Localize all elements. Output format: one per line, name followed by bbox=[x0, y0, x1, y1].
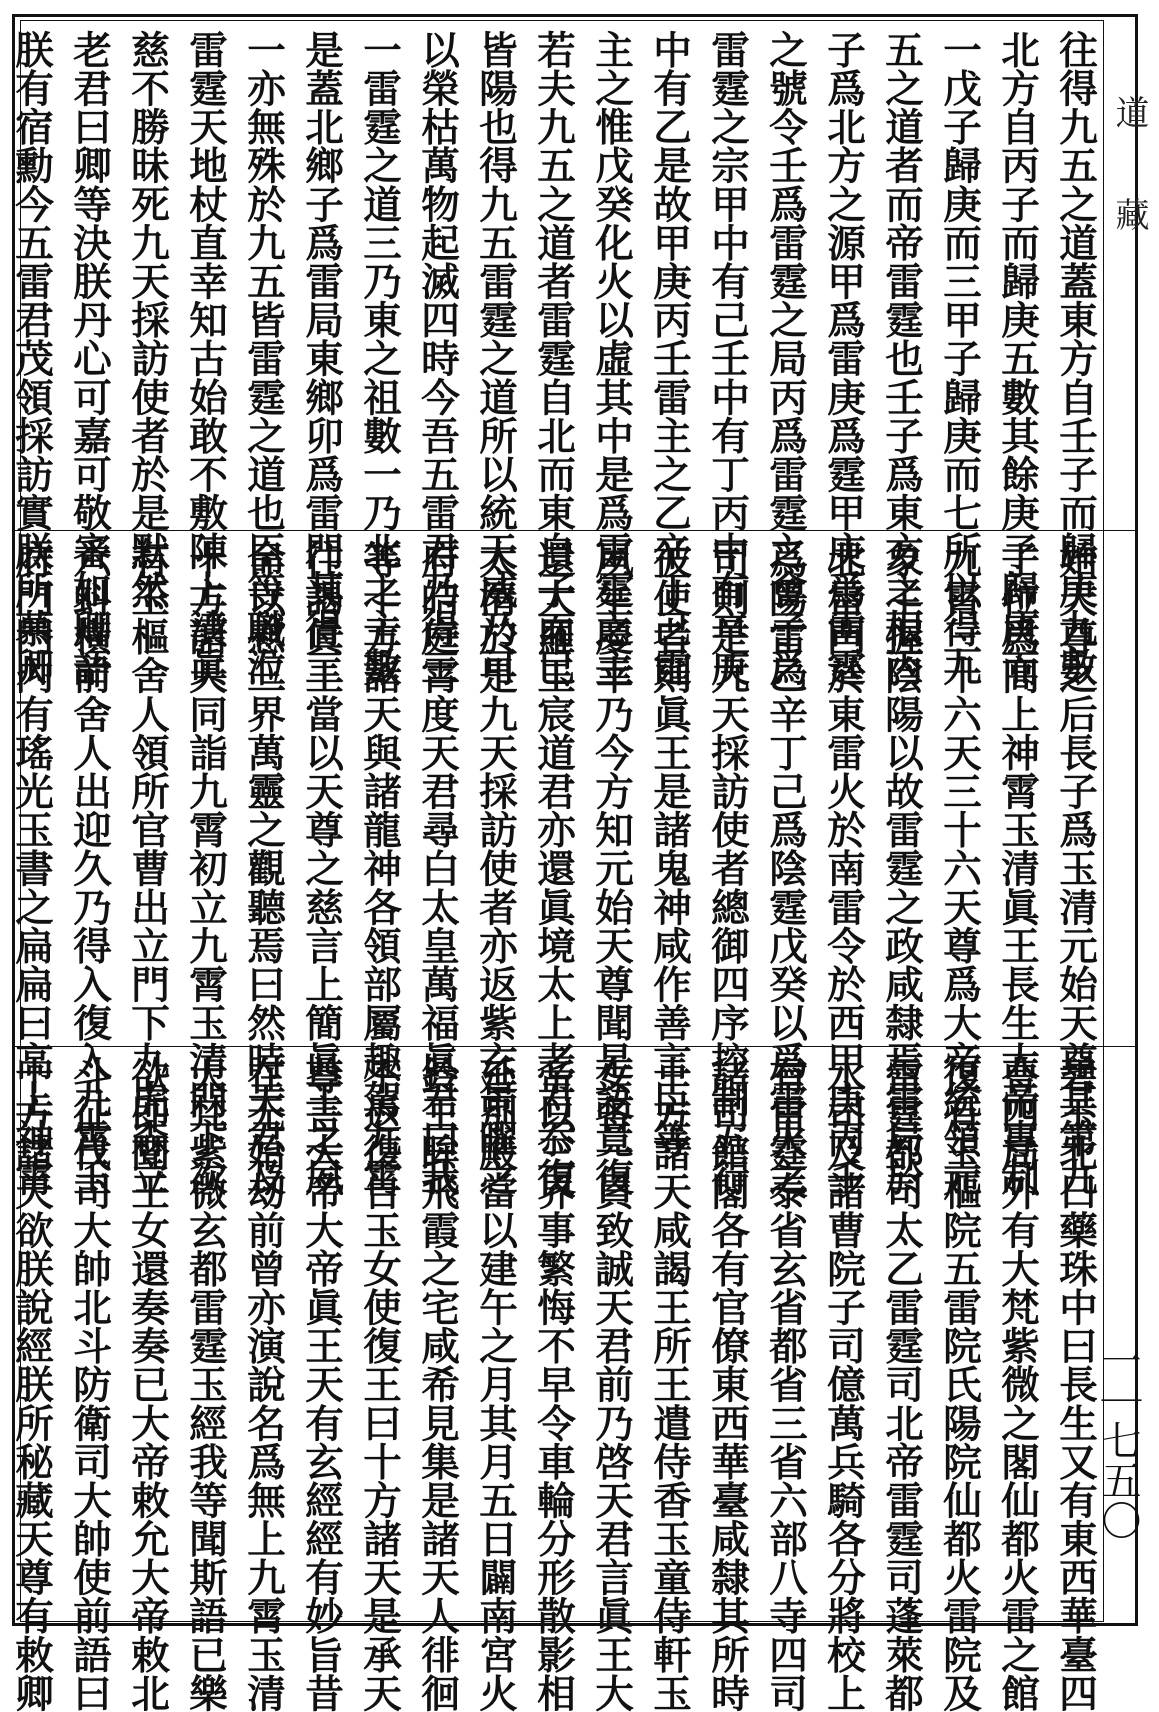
text-column: 往謁眞王當以天尊之慈言上簡眞王之夙 bbox=[299, 540, 344, 1197]
text-column: 女各一員致誠天君前乃啓天君言眞王大 bbox=[589, 1056, 634, 1712]
text-column: 復有玉樞院五雷院氏陽院仙都火雷院及 bbox=[937, 1056, 982, 1712]
text-column: 諸司館閣各有官僚東西華臺咸隸其所時 bbox=[705, 1056, 750, 1712]
page-folio: 一｜七五〇 bbox=[1095, 1340, 1141, 1540]
text-column: 十方諸天咸謁王所王遣侍香玉童侍軒玉 bbox=[647, 1056, 692, 1712]
text-column: 水司及諸曹院子司億萬兵騎各分將校上 bbox=[821, 1056, 866, 1712]
text-column: 若夫九五之道者雷霆自北而東自子而巳 bbox=[531, 30, 576, 687]
text-column: 爲陽雷乙辛丁己爲陰霆戊癸以爲雷火之 bbox=[763, 540, 808, 1197]
text-column: 五之道者而帝雷霆也壬子爲東方之根丙 bbox=[879, 30, 924, 687]
text-column: 欲即聞王女還奏奏已大帝敕允大帝敕北 bbox=[125, 1056, 170, 1712]
text-column: 有玉樞舍人領所官曹出立門下九虎森立 bbox=[125, 540, 170, 1197]
text-column: 北方自丙子而歸庚五數其餘庚子歸庚而 bbox=[995, 30, 1040, 687]
register-middle-text bbox=[0, 540, 1104, 1197]
text-column: 在无始刼前曾亦演說名爲無上九霄玉清 bbox=[241, 1056, 286, 1712]
text-column: 老君曰卿等決朕丹心可嘉可敬審如卿語 bbox=[67, 30, 112, 687]
text-column: 司則是九天採訪使者總御四序控制五行 bbox=[705, 540, 750, 1197]
text-column: 往得九五之道蓋東方自壬子而歸庚九數 bbox=[1053, 30, 1098, 687]
register-top-text bbox=[0, 30, 1104, 687]
text-column: 慈不勝昧死九天採訪使者於是默然 bbox=[125, 30, 170, 609]
text-column: 北雷門於東雷火於南雷令於西甲庚丙壬 bbox=[821, 540, 866, 1197]
text-column: 尊言大帝大帝眞王天有玄經經有妙旨昔 bbox=[299, 1056, 344, 1712]
text-column: 十方諸天欲朕說經朕所秘藏天尊有敕卿 bbox=[9, 1056, 54, 1712]
text-column: 一雷霆之道三乃東之祖數一乃北之主數 bbox=[357, 30, 402, 687]
text-column: 不返復告玉女使復王曰十方諸天是承天 bbox=[357, 1056, 402, 1712]
text-column: 子位爲高上神霄玉清眞王長生大帝專制 bbox=[995, 540, 1040, 1197]
margin-title: 道 藏 bbox=[1109, 95, 1149, 231]
text-column: 雷霆都司太乙雷霆司北帝雷霆司蓬萊都 bbox=[879, 1056, 924, 1712]
text-column: 一戊子歸庚而三甲子歸庚而七所以得九 bbox=[937, 30, 982, 687]
text-column: 雷霆之宗甲中有己壬中有丁丙中有辛庚 bbox=[705, 30, 750, 687]
text-column: 曹四局外有大梵紫微之閣仙都火雷之館 bbox=[995, 1056, 1040, 1712]
text-column: 斗征伐司大帥北斗防衛司大帥使前語曰 bbox=[67, 1056, 112, 1712]
text-column: 碧玉北曰藥珠中曰長生又有東西華臺四 bbox=[1053, 1056, 1098, 1712]
register-top bbox=[9, 30, 1104, 687]
text-column: 帝以三界事繁悔不早令車輪分形散影相 bbox=[531, 1056, 576, 1712]
register-middle bbox=[9, 540, 1104, 1197]
text-column: 雷霆天地杖直幸知古始敢不敷陳上濆眞 bbox=[183, 30, 228, 687]
text-column: 鈴王眸飛霞之宅咸希見集是諸天人徘徊 bbox=[415, 1056, 460, 1712]
text-column: 彼使者則眞王是諸鬼神咸作善言臣等 bbox=[647, 540, 692, 1158]
register-bottom-text bbox=[0, 1056, 1104, 1712]
text-column: 是蓋北鄉子爲雷局東鄉卯爲雷門其得三 bbox=[299, 30, 344, 687]
text-column: 一亦無殊於九五皆雷霆之道也臣等職涖 bbox=[241, 30, 286, 687]
text-column: 皆陽也得九五雷霆之道所以統天威乃可 bbox=[473, 30, 518, 687]
text-column: 以榮枯萬物起滅四時今吾五雷君乃得三 bbox=[415, 30, 460, 687]
text-column: 主之惟戊癸化火以虛其中是爲雷霆之主 bbox=[589, 30, 634, 687]
text-column: 府皓庭霄度天君尋白太皇萬福眞君曰我 bbox=[415, 540, 460, 1197]
text-column: 延別殿當以建午之月其月五日闢南宮火 bbox=[473, 1056, 518, 1712]
register-bottom bbox=[9, 1056, 1104, 1712]
text-column: 朕有宿勳今五雷君茂領採訪實朕所慕卿 bbox=[9, 30, 54, 687]
text-column: 十方諸天同詣九霄初立九霄玉清門下次 bbox=[183, 540, 228, 1197]
text-column: 太清於是九天採訪使者亦返紫玄景曜之 bbox=[473, 540, 518, 1197]
text-column: 始天尊之后長子爲玉清元始天尊其第九 bbox=[1053, 540, 1098, 1197]
text-column: 之號令壬爲雷霆之局丙爲雷霆之會子爲 bbox=[763, 30, 808, 687]
text-column: 大梵紫微玄都雷霆玉經我等聞斯語已樂 bbox=[183, 1056, 228, 1712]
text-column: 象主握陰陽以故雷霆之政咸隸焉雷局於 bbox=[879, 540, 924, 1197]
text-column: 六蚪橫前舍人出迎久乃得入復入九霄玉 bbox=[67, 540, 112, 1197]
text-column: 命以慰三界萬靈之觀聽焉曰然時天君及 bbox=[241, 540, 286, 1197]
text-column: 子爲北方之源甲爲雷庚爲霆甲庚爲雷霆 bbox=[821, 30, 866, 687]
text-column: 夙生慶幸乃今方知元始天尊聞是語竟復 bbox=[589, 540, 634, 1197]
text-column: 中有乙是故甲庚丙壬雷主之乙辛丁己霆 bbox=[647, 30, 692, 687]
text-column: 九霄三十六天三十六天尊爲大帝統領元 bbox=[937, 540, 982, 1197]
text-column: 還大羅玉宸道君亦還眞境太上老君忝復 bbox=[531, 540, 576, 1197]
text-column: 有雷霆泰省玄省都省三省六部八寺四司 bbox=[763, 1056, 808, 1712]
text-column: 府門門內有瑤光玉書之扁扁曰高上神霄 bbox=[9, 540, 54, 1197]
text-column: 等十方諸天與諸龍神各領部屬趣駕九霄 bbox=[357, 540, 402, 1197]
